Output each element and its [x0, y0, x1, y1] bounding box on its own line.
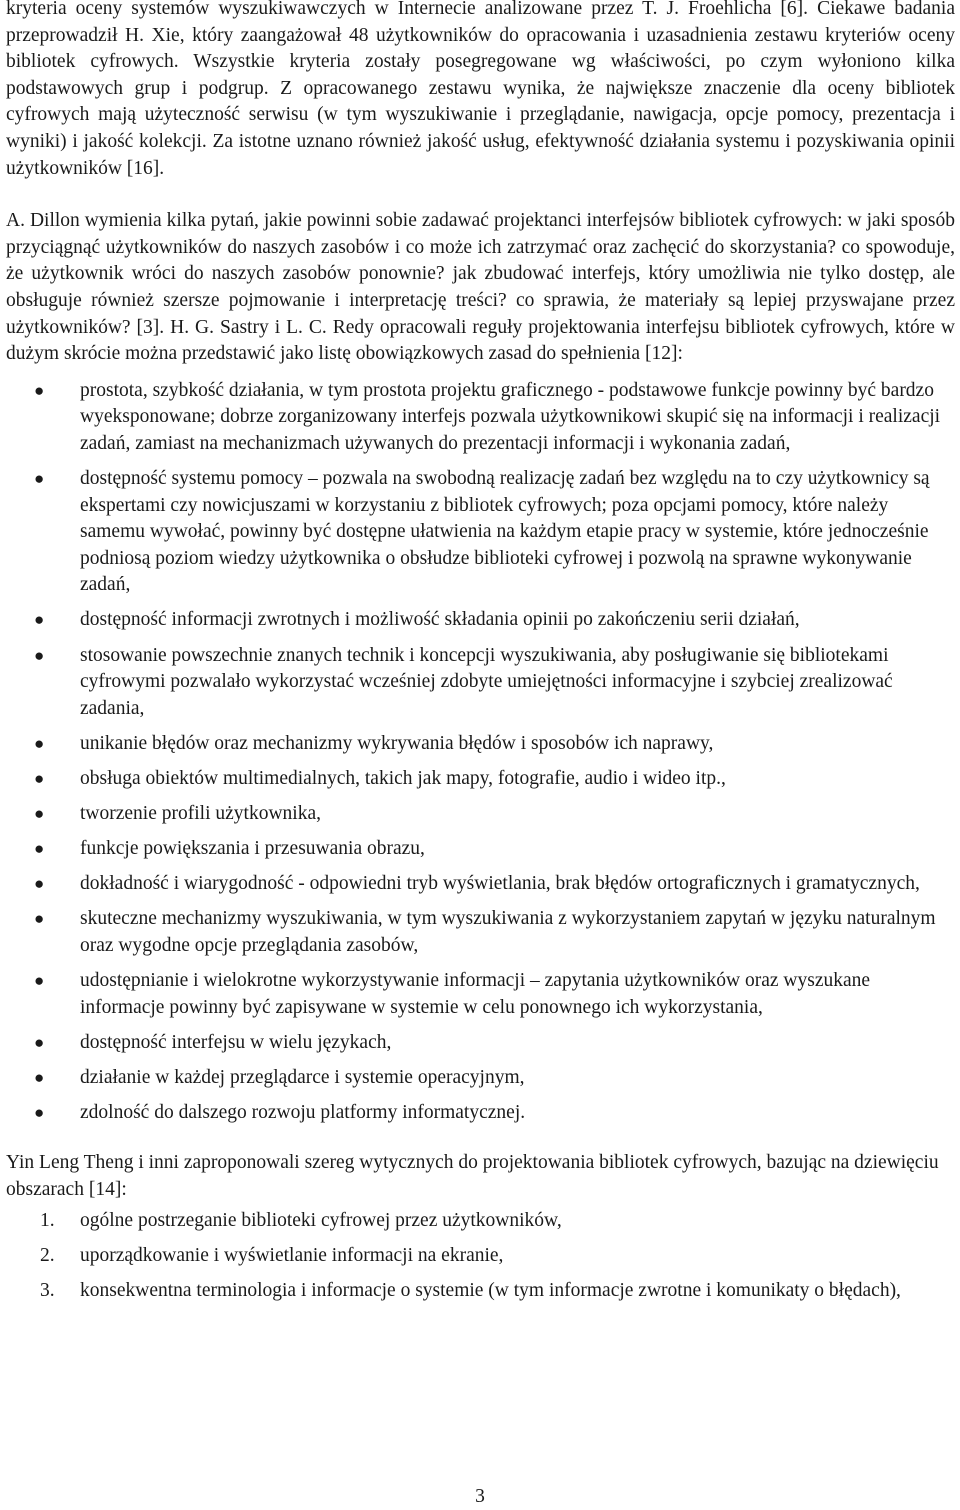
bullet-item-text: prostota, szybkość działania, w tym prostota projektu graficznego - podstawowe funkcje powinny być bardzo wyeksponowane; dobrze zorganizowany interfejs pozwala użytkownikowi skupić się na informacji i realizacji zadań, zamiast na mechanizmach używanych do prezentacji informacji i wykonania zadań,: [80, 379, 941, 454]
bullet-list-item: [6, 466, 955, 599]
bullet-icon: ●: [34, 1067, 45, 1087]
bullet-list-item: [6, 643, 955, 723]
bullet-item-text: dostępność informacji zwrotnych i możliwość składania opinii po zakończeniu serii działań,: [80, 609, 800, 631]
numbered-item-text: uporządkowanie i wyświetlanie informacji na ekranie,: [80, 1244, 504, 1266]
bullet-icon: ●: [34, 874, 45, 894]
bullet-list-item: [6, 836, 955, 863]
bullet-list-item: [6, 607, 955, 634]
bullet-icon: ●: [34, 839, 45, 859]
paragraph-theng-guidelines: Yin Leng Theng i inni zaproponowali szereg wytycznych do projektowania bibliotek cyfrowych, bazując na dziewięciu obszarach [14]:: [6, 1152, 939, 1201]
bullet-list-item: [6, 1065, 955, 1092]
bullet-icon: ●: [34, 1032, 45, 1052]
bullet-icon: ●: [34, 380, 45, 400]
page-number: 3: [475, 1486, 485, 1507]
bullet-icon: ●: [34, 909, 45, 929]
numbered-item-text: ogólne postrzeganie biblioteki cyfrowej przez użytkowników,: [80, 1209, 562, 1231]
bullet-item-text: dostępność interfejsu w wielu językach,: [80, 1031, 392, 1053]
bullet-item-text: stosowanie powszechnie znanych technik i koncepcji wyszukiwania, aby posługiwanie się bibliotekami cyfrowymi pozwalało wykorzystać wcześniej zdobyte umiejętności informacyjne i szybciej zrealizować zadania,: [80, 644, 893, 719]
bullet-list-item: [6, 378, 955, 458]
bullet-item-text: zdolność do dalszego rozwoju platformy informatycznej.: [80, 1101, 526, 1123]
bullet-icon: ●: [34, 469, 45, 488]
paragraph-evaluation-criteria: kryteria oceny systemów wyszukiwawczych w Internecie analizowane przez T. J. Froehlicha [6]. Ciekawe badania przeprowadził H. Xie, który zaangażował 48 użytkowników do opracowania i uzasadnienia zestawu kryteriów oceny bibliotek cyfrowych. Wszystkie kryteria zostały posegregowane wg właściwości, po czym wyłoniono kilka podstawowych grup i podgrup. Z opracowanego zestawu wynika, że największe znaczenie dla oceny bibliotek cyfrowych mają użyteczność serwisu (w tym wyszukiwanie i przeglądanie, nawigacja, opcje pomocy, prezentacja i wyniki) i jakość kolekcji. Za istotne uznano również jakość usług, efektywność działania systemu i pozyskiwania opinii użytkowników [16].: [6, 0, 955, 179]
bullet-icon: ●: [34, 645, 45, 665]
bullet-list-item: [6, 1100, 955, 1127]
list-number: 1.: [40, 1209, 55, 1231]
numbered-list-item: [6, 1278, 955, 1305]
bullet-list-item: [6, 801, 955, 828]
bullet-item-text: działanie w każdej przeglądarce i systemie operacyjnym,: [80, 1066, 525, 1088]
design-rules-bullet-list: [6, 378, 955, 1127]
guidelines-numbered-list: [6, 1208, 955, 1305]
bullet-item-text: tworzenie profili użytkownika,: [80, 803, 321, 825]
list-number: 2.: [40, 1244, 55, 1266]
bullet-icon: ●: [34, 610, 45, 630]
bullet-icon: ●: [34, 768, 45, 788]
bullet-icon: ●: [34, 804, 45, 824]
numbered-list-item: [6, 1208, 955, 1235]
paragraph-dillon-questions: A. Dillon wymienia kilka pytań, jakie powinni sobie zadawać projektanci interfejsów bibliotek cyfrowych: w jaki sposób przyciągnąć użytkowników do naszych zasobów i co może ich zatrzymać oraz zachęcić do skorzystania? co spowoduje, że użytkownik wróci do naszych zasobów ponownie? jak zbudować interfejs, który umożliwia nie tylko dostęp, ale obsługuje również szersze pojmowanie i interpretację treści? co sprawia, że materiały są lepiej przyswajane przez użytkowników? [3]. H. G. Sastry i L. C. Redy opracowali reguły projektowania interfejsu bibliotek cyfrowych, które w dużym skrócie można przedstawić jako listę obowiązkowych zasad do spełnienia [12]:: [6, 210, 955, 365]
bullet-list-item: [6, 906, 955, 959]
bullet-list-item: [6, 968, 955, 1021]
bullet-list-item: [6, 766, 955, 793]
bullet-list-item: [6, 731, 955, 758]
bullet-icon: ●: [34, 733, 45, 753]
bullet-item-text: funkcje powiększania i przesuwania obrazu,: [80, 838, 425, 860]
bullet-list-item: [6, 1030, 955, 1057]
bullet-item-text: dokładność i wiarygodność - odpowiedni tryb wyświetlania, brak błędów ortograficznych i gramatycznych,: [80, 873, 920, 895]
bullet-icon: ●: [34, 971, 45, 990]
bullet-list-item: [6, 871, 955, 898]
document-page: [6, 0, 955, 1313]
bullet-item-text: udostępnianie i wielokrotne wykorzystywanie informacji – zapytania użytkowników oraz wyszukane informacje powinny być zapisywane w systemie w celu ponownego ich wykorzystania,: [80, 970, 871, 1018]
numbered-list-item: [6, 1243, 955, 1270]
bullet-item-text: skuteczne mechanizmy wyszukiwania, w tym wyszukiwania z wykorzystaniem zapytań w języku naturalnym oraz wygodne opcje przeglądania zasobów,: [80, 908, 936, 956]
bullet-item-text: unikanie błędów oraz mechanizmy wykrywania błędów i sposobów ich naprawy,: [80, 732, 714, 754]
list-number: 3.: [40, 1279, 55, 1301]
bullet-item-text: dostępność systemu pomocy – pozwala na swobodną realizację zadań bez względu na to czy użytkownicy są ekspertami czy nowicjuszami w korzystaniu z bibliotek cyfrowych; poza opcjami pomocy, które należy samemu wywołać, powinny być dostępne ułatwienia na każdym etapie pracy w systemie, które jednocześnie podniosą poziom wiedzy użytkownika o obsłudze biblioteki cyfrowej i pozwolą na sprawne wykonywanie zadań,: [80, 468, 930, 596]
bullet-icon: ●: [34, 1102, 45, 1122]
bullet-item-text: obsługa obiektów multimedialnych, takich jak mapy, fotografie, audio i wideo itp.,: [80, 767, 726, 789]
numbered-item-text: konsekwentna terminologia i informacje o systemie (w tym informacje zwrotne i komunikaty o błędach),: [80, 1279, 901, 1301]
